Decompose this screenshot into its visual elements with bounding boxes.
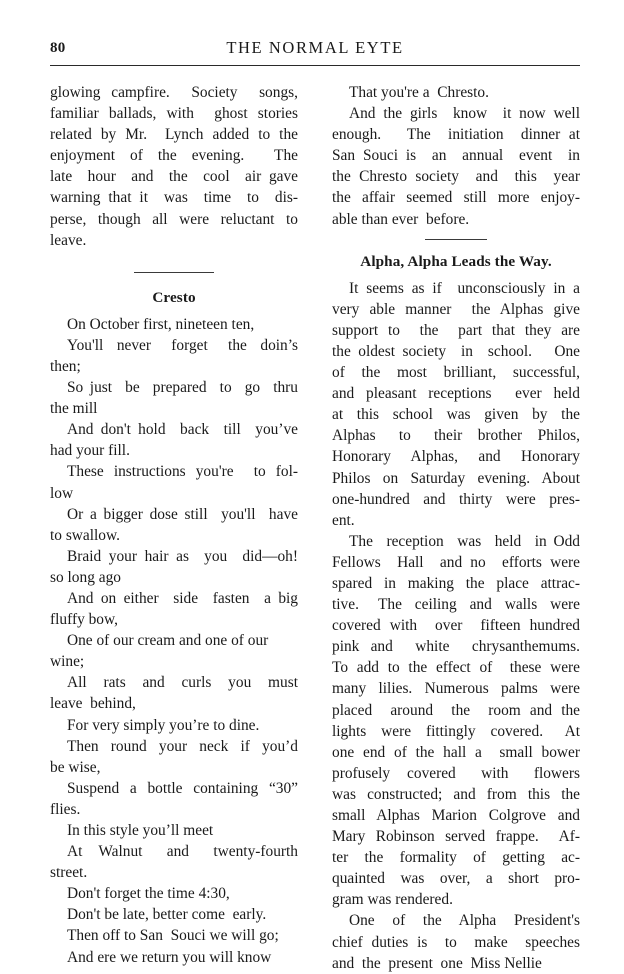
paragraph-initiation-dinner	[332, 103, 580, 230]
poem-line: Don't forget the time 4:30,	[67, 885, 230, 903]
poem-line: wine;	[50, 653, 85, 671]
text-line: pink and white chrysanthemums.	[332, 638, 580, 656]
text-line: quainted was over, a short pro-	[332, 870, 580, 888]
text-line: It seems as if unconsciously in a	[349, 279, 580, 297]
paragraph-alphas-oldest-society	[332, 278, 580, 531]
text-line: chief duties is to make speeches	[332, 933, 580, 951]
text-line: That you're a Chresto.	[349, 84, 489, 101]
text-line: The reception was held in Odd	[349, 532, 580, 550]
text-line: very able manner the Alphas give	[332, 300, 580, 318]
poem-line: street.	[50, 864, 88, 882]
poem-line: so long ago	[50, 568, 121, 586]
header-divider-rule	[50, 65, 580, 66]
poem-line: And don't hold back till you’ve	[67, 421, 298, 439]
text-line: Philos on Saturday evening. About	[332, 469, 580, 487]
text-line: was constructed; and from this the	[332, 785, 580, 803]
text-line: spared in making the place attrac-	[332, 574, 580, 592]
poem-line: be wise,	[50, 758, 101, 776]
text-line: San Souci is an annual event in	[332, 147, 580, 165]
poem-line: the mill	[50, 400, 98, 418]
poem-line: then;	[50, 357, 81, 375]
poem-line: flies.	[50, 800, 81, 818]
text-line: one-hundred and thirty were pres-	[332, 490, 580, 508]
text-line: tive. The ceiling and walls were	[332, 596, 580, 614]
left-column	[50, 82, 298, 968]
poem-line: Don't be late, better come early.	[67, 906, 267, 924]
two-column-body	[50, 82, 580, 972]
text-line: And the girls know it now well	[349, 105, 580, 123]
text-line: able than ever before.	[332, 210, 470, 228]
text-line: Mary Robinson served frappe. Af-	[332, 828, 580, 846]
text-line: and the present one Miss Nellie	[332, 954, 542, 972]
poem-line: low	[50, 484, 74, 502]
poem-title: Cresto	[152, 288, 196, 306]
poem-line: All rats and curls you must	[67, 674, 298, 692]
text-line: covered with over fifteen hundred	[332, 617, 580, 635]
poem-line: You'll never forget the doin’s	[67, 336, 298, 354]
poem-line: leave behind,	[50, 695, 136, 713]
text-line: Fellows Hall and no efforts were	[332, 553, 580, 571]
poem-line: Suspend a bottle containing “30”	[67, 779, 298, 797]
text-line: late hour and the cool air gave	[50, 168, 298, 186]
poem-line: At Walnut and twenty-fourth	[67, 843, 298, 861]
paragraph-chresto-line	[332, 82, 580, 103]
poem-line: And on either side fasten a big	[67, 589, 298, 607]
text-line: at this school was given by the	[332, 406, 580, 424]
text-line: ent.	[332, 511, 355, 529]
poem-line: Then off to San Souci we will go;	[67, 927, 279, 945]
text-line: the Chresto society and this year	[332, 168, 580, 186]
publication-title: THE NORMAL EYTE	[226, 38, 404, 57]
page-number: 80	[50, 40, 66, 56]
poem-line: These instructions you're to fol-	[67, 463, 298, 481]
poem-line: One of our cream and one of our	[67, 632, 269, 650]
text-line: glowing campfire. Society songs,	[50, 84, 298, 101]
text-line: profusely covered with flowers	[332, 764, 580, 782]
text-line: many lilies. Numerous palms were	[332, 680, 580, 698]
poem-line: to swallow.	[50, 526, 120, 544]
text-line: enjoyment of the evening. The	[50, 147, 298, 165]
text-line: To add to the effect of these were	[332, 659, 580, 677]
paragraph-reception-odd-fellows-hall	[332, 531, 580, 911]
text-line: warning that it was time to dis-	[50, 189, 298, 207]
poem-body	[50, 314, 298, 968]
text-line: support to the part that they are	[332, 321, 580, 339]
text-line: of the most brilliant, successful,	[332, 364, 580, 382]
text-line: lights were fittingly covered. At	[332, 722, 580, 740]
article-title: Alpha, Alpha Leads the Way.	[360, 252, 552, 270]
poem-line: fluffy bow,	[50, 611, 118, 629]
text-line: Honorary Alphas, and Honorary	[332, 448, 580, 466]
poem-line: had your fill.	[50, 442, 130, 460]
text-line: enough. The initiation dinner at	[332, 126, 580, 144]
text-line: one end of the hall a small bower	[332, 743, 580, 761]
poem-line: So just be prepared to go thru	[67, 379, 298, 397]
poem-line: Braid your hair as you did—oh!	[67, 547, 298, 565]
poem-line: For very simply you’re to dine.	[67, 716, 260, 734]
paragraph-alpha-president-duties	[332, 910, 580, 973]
running-head	[50, 38, 580, 62]
poem-line: And ere we return you will know	[67, 948, 272, 966]
text-line: and pleasant receptions ever held	[332, 385, 580, 403]
poem-line: Or a bigger dose still you'll have	[67, 505, 298, 523]
text-line: placed around the room and the	[332, 701, 580, 719]
poem-line: In this style you’ll meet	[67, 822, 214, 839]
text-line: familiar ballads, with ghost stories	[50, 105, 298, 123]
poem-line: Then round your neck if you’d	[67, 737, 298, 755]
text-line: leave.	[50, 231, 87, 249]
text-line: Alphas to their brother Philos,	[332, 427, 580, 445]
text-line: gram was rendered.	[332, 891, 453, 909]
text-line: related by Mr. Lynch added to the	[50, 126, 298, 144]
paragraph-glowing-campfire	[50, 82, 298, 251]
text-line: One of the Alpha President's	[349, 912, 580, 930]
text-line: perse, though all were reluctant to	[50, 210, 298, 228]
right-column	[332, 82, 580, 974]
text-line: ter the formality of getting ac-	[332, 849, 580, 867]
text-line: small Alphas Marion Colgrove and	[332, 807, 580, 824]
text-line: the affair seemed still more enjoy-	[332, 189, 580, 207]
poem-line: On October first, nineteen ten,	[67, 315, 255, 333]
text-line: the oldest society in school. One	[332, 342, 580, 360]
